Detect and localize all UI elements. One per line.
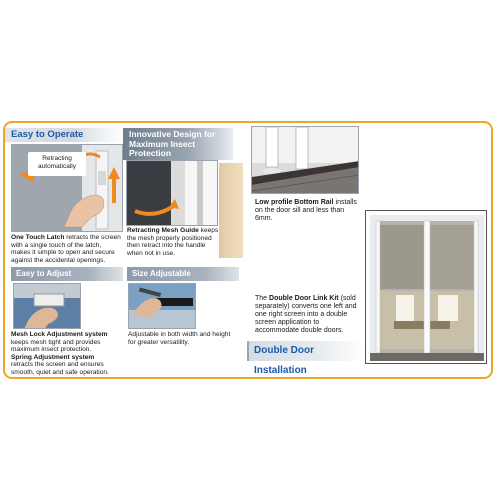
mesh-lock-title: Mesh Lock Adjustment system (11, 331, 108, 338)
size-adjust-photo (128, 283, 196, 329)
retracting-label: Retracting automatically (28, 152, 86, 176)
mesh-lock-text: keeps mesh tight and provides maximum insect protection. (11, 338, 101, 354)
double-door-caption (255, 295, 365, 335)
double-door-installation-bar: Double Door Installation (247, 341, 365, 361)
innovative-header-line1: Innovative Design for (129, 129, 216, 139)
size-adjust-caption: Adjustable in both width and height for greater versatility. (128, 331, 231, 346)
mesh-guide-title: Retracting Mesh Guide (127, 227, 199, 234)
mesh-guide-text: keeps the mesh properly positioned then retract into the handle when not in use. (127, 227, 219, 257)
bottom-rail-title: Low profile Bottom Rail (255, 199, 334, 206)
double-door-title: Double Door Link Kit (269, 295, 339, 302)
adjust-caption (11, 331, 123, 377)
double-door-text: (sold separately) converts one left and one right screen into a double screen application to accommodate double doors. (255, 295, 357, 334)
mesh-lock-illustration (14, 284, 81, 329)
double-door-pre: The (255, 295, 268, 302)
easy-to-adjust-header: Easy to Adjust (11, 267, 123, 281)
feature-panel-frame (3, 121, 493, 379)
easy-to-operate-header: Easy to Operate (5, 128, 123, 142)
innovative-design-header (123, 128, 233, 160)
size-adjust-illustration (129, 284, 196, 329)
bottom-rail-caption (255, 199, 359, 223)
mesh-guide-caption (127, 227, 219, 257)
size-adjustable-header: Size Adjustable (127, 267, 239, 281)
bottom-rail-text: installs on the door sill and less than 6mm. (255, 199, 357, 222)
double-door-illustration (366, 211, 487, 364)
spring-adjust-text: retracts the screen and ensures smooth, quiet and safe operation. (11, 361, 109, 376)
one-touch-latch-title: One Touch Latch (11, 234, 65, 241)
double-door-photo (365, 210, 487, 364)
innovative-header-line2: Maximum Insect Protection (129, 138, 196, 158)
mesh-guide-photo (126, 160, 218, 226)
bottom-rail-illustration (252, 127, 359, 194)
one-touch-latch-text: retracts the screen with a single touch of the latch, makes it simple to open and secure against the accidental openings. (11, 234, 121, 264)
one-touch-latch-caption (11, 234, 121, 264)
spring-adjust-title: Spring Adjustment system (11, 353, 95, 361)
bottom-rail-photo (251, 126, 359, 194)
mesh-guide-illustration (127, 161, 218, 226)
door-frame-strip (219, 163, 243, 258)
mesh-lock-photo (13, 283, 81, 329)
latch-photo (11, 144, 123, 232)
